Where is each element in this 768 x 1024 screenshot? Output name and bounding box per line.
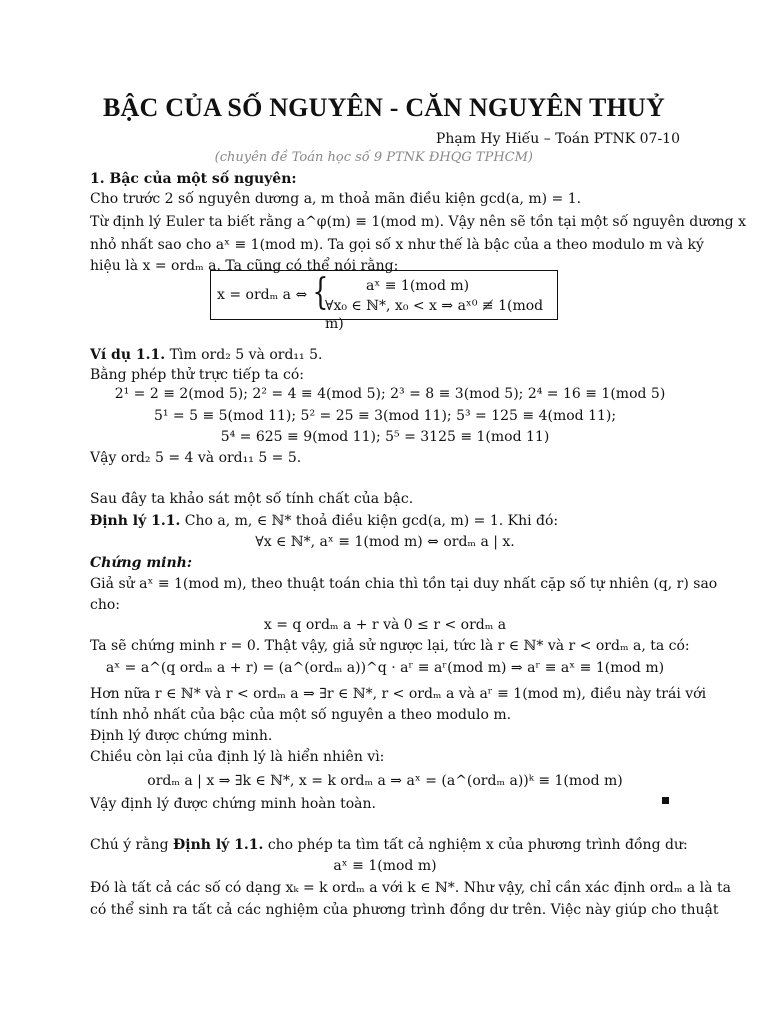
- note-suffix: cho phép ta tìm tất cả nghiệm x của phương trình đồng dư:: [263, 837, 688, 853]
- note-equation: aˣ ≡ 1(mod m): [333, 858, 437, 874]
- example-conclusion: Vậy ord₂ 5 = 4 và ord₁₁ 5 = 5.: [90, 450, 302, 466]
- proof-line: Chiều còn lại của định lý là hiển nhiên vì:: [90, 749, 385, 765]
- paragraph-line: Cho trước 2 số nguyên dương a, m thoả mãn điều kiện gcd(a, m) = 1.: [90, 191, 582, 207]
- note-line: Đó là tất cả các số có dạng xₖ = k ordₘ a với k ∈ ℕ*. Như vậy, chỉ cần xác định ordₘ a là ta: [90, 880, 731, 896]
- example-line: Bằng phép thử trực tiếp ta có:: [90, 367, 305, 383]
- example-label: Ví dụ 1.1.: [90, 347, 166, 363]
- definition-lhs: x = ordₘ a ⇔: [217, 287, 308, 303]
- proof-line: tính nhỏ nhất của bậc của một số nguyên a theo modulo m.: [90, 707, 512, 723]
- example-heading: [90, 346, 680, 364]
- proof-line: Hơn nữa r ∈ ℕ* và r < ordₘ a ⇒ ∃r ∈ ℕ*, r < ordₘ a và aʳ ≡ 1(mod m), điều này trái với: [90, 686, 707, 702]
- section-heading: 1. Bậc của một số nguyên:: [90, 171, 297, 187]
- theorem-equation: ∀x ∈ ℕ*, aˣ ≡ 1(mod m) ⇔ ordₘ a | x.: [255, 534, 515, 550]
- proof-equation: ordₘ a | x ⇒ ∃k ∈ ℕ*, x = k ordₘ a ⇒ aˣ = (a^(ordₘ a))ᵏ ≡ 1(mod m): [147, 773, 623, 789]
- definition-box: [210, 270, 558, 332]
- example-equation: 5¹ = 5 ≡ 5(mod 11); 5² = 25 ≡ 3(mod 11); 5³ = 125 ≡ 4(mod 11);: [153, 408, 617, 424]
- brace-symbol: {: [312, 272, 329, 313]
- subtitle-line: (chuyên đề Toán học số 9 PTNK ĐHQG TPHCM): [214, 150, 533, 165]
- proof-line: Định lý được chứng minh.: [90, 728, 273, 744]
- example-equation: 5⁴ = 625 ≡ 9(mod 11); 5⁵ = 3125 ≡ 1(mod 11): [220, 429, 550, 445]
- note-line: [90, 836, 688, 854]
- note-prefix: Chú ý rằng: [90, 837, 174, 853]
- proof-equation: aˣ = a^(q ordₘ a + r) = (a^(ordₘ a))^q · aʳ ≡ aʳ(mod m) ⇒ aʳ ≡ aˣ ≡ 1(mod m): [105, 660, 665, 676]
- qed-square-icon: [662, 797, 669, 804]
- definition-row-1: aˣ ≡ 1(mod m): [366, 278, 470, 294]
- paragraph-line: Từ định lý Euler ta biết rằng a^φ(m) ≡ 1(mod m). Vậy nên sẽ tồn tại một số nguyên dương x: [90, 214, 746, 230]
- theorem-label: Định lý 1.1.: [90, 513, 181, 529]
- example-equation: 2¹ = 2 ≡ 2(mod 5); 2² = 4 ≡ 4(mod 5); 2³ = 8 ≡ 3(mod 5); 2⁴ = 16 ≡ 1(mod 5): [114, 386, 666, 402]
- proof-label: Chứng minh:: [90, 555, 192, 571]
- theorem-text: Cho a, m, ∈ ℕ* thoả điều kiện gcd(a, m) = 1. Khi đó:: [180, 513, 559, 529]
- paragraph-line: nhỏ nhất sao cho aˣ ≡ 1(mod m). Ta gọi số x như thế là bậc của a theo modulo m và ký: [90, 237, 704, 253]
- proof-line: Vậy định lý được chứng minh hoàn toàn.: [90, 796, 376, 812]
- proof-line: Ta sẽ chứng minh r = 0. Thật vậy, giả sử ngược lại, tức là r ∈ ℕ* và r < ordₘ a, ta có:: [90, 638, 690, 654]
- theorem-statement: [90, 512, 680, 530]
- note-theorem-ref: Định lý 1.1.: [173, 837, 264, 853]
- paragraph-line: hiệu là x = ordₘ a. Ta cũng có thể nói rằng:: [90, 258, 399, 274]
- definition-row-2: ∀x₀ ∈ ℕ*, x₀ < x ⇒ aˣ⁰ ≢ 1(mod m): [325, 298, 544, 332]
- paragraph-line: Sau đây ta khảo sát một số tính chất của bậc.: [90, 491, 414, 507]
- note-line: có thể sinh ra tất cả các nghiệm của phương trình đồng dư trên. Việc này giúp cho thuật: [90, 902, 719, 918]
- author-line: Phạm Hy Hiếu – Toán PTNK 07-10: [435, 131, 680, 147]
- proof-line: cho:: [90, 597, 121, 613]
- proof-equation: x = q ordₘ a + r và 0 ≤ r < ordₘ a: [263, 617, 507, 633]
- page-title: BẬC CỦA SỐ NGUYÊN - CĂN NGUYÊN THUỶ: [103, 93, 665, 122]
- proof-line: Giả sử aˣ ≡ 1(mod m), theo thuật toán chia thì tồn tại duy nhất cặp số tự nhiên (q, r) sao: [90, 576, 718, 592]
- example-text: Tìm ord₂ 5 và ord₁₁ 5.: [165, 347, 323, 363]
